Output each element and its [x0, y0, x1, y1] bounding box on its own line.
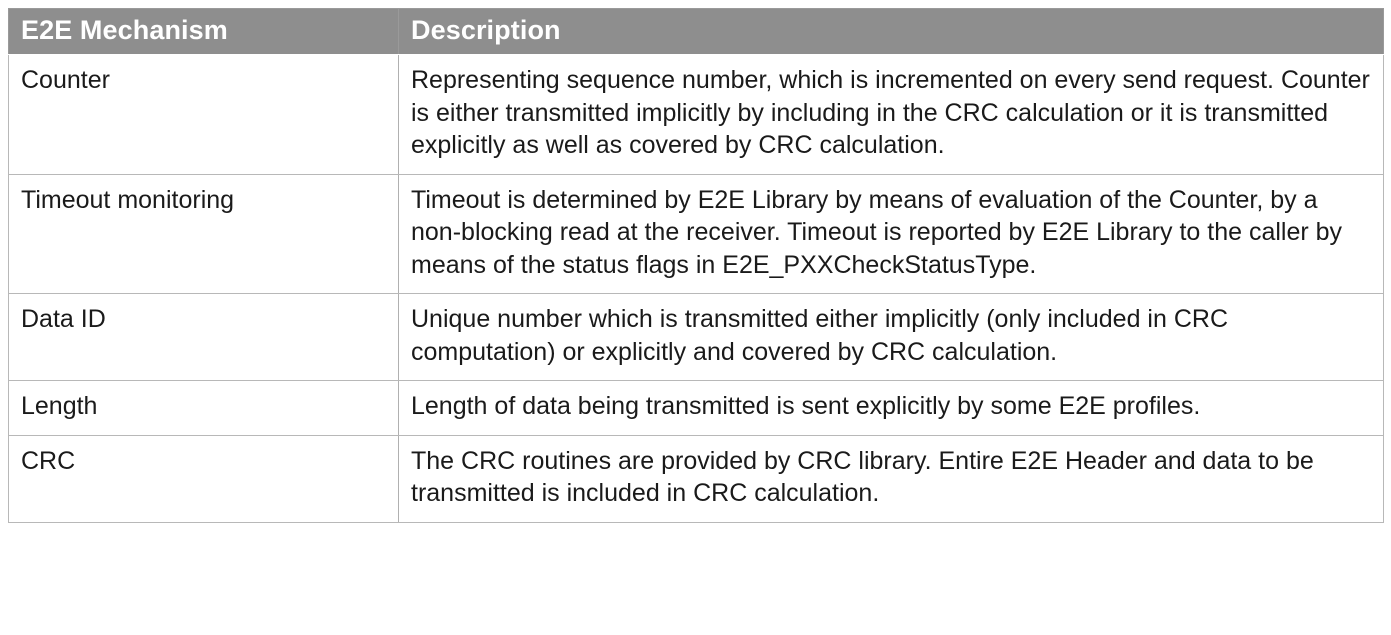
cell-description: Timeout is determined by E2E Library by means of evaluation of the Counter, by a non-blocking read at the receiver. Timeout is reported by E2E Library to the caller by means of the status flags in E2E_PXXCheckStatusType. — [399, 174, 1384, 294]
column-header-mechanism: E2E Mechanism — [9, 9, 399, 55]
table-row — [9, 294, 1384, 381]
cell-mechanism: CRC — [9, 435, 399, 522]
column-header-description: Description — [399, 9, 1384, 55]
cell-description: Unique number which is transmitted either implicitly (only included in CRC computation) or explicitly and covered by CRC calculation. — [399, 294, 1384, 381]
table-row — [9, 381, 1384, 436]
table-row — [9, 435, 1384, 522]
e2e-mechanism-table — [8, 8, 1384, 523]
cell-mechanism: Length — [9, 381, 399, 436]
table-header-row — [9, 9, 1384, 55]
table-header — [9, 9, 1384, 55]
cell-description: Length of data being transmitted is sent explicitly by some E2E profiles. — [399, 381, 1384, 436]
table-row — [9, 174, 1384, 294]
cell-description: Representing sequence number, which is incremented on every send request. Counter is either transmitted implicitly by including in the CRC calculation or it is transmitted explicitly as well as covered by CRC calculation. — [399, 55, 1384, 175]
cell-mechanism: Data ID — [9, 294, 399, 381]
table-body — [9, 55, 1384, 523]
table-row — [9, 55, 1384, 175]
cell-mechanism: Timeout monitoring — [9, 174, 399, 294]
cell-mechanism: Counter — [9, 55, 399, 175]
cell-description: The CRC routines are provided by CRC library. Entire E2E Header and data to be transmitted is included in CRC calculation. — [399, 435, 1384, 522]
